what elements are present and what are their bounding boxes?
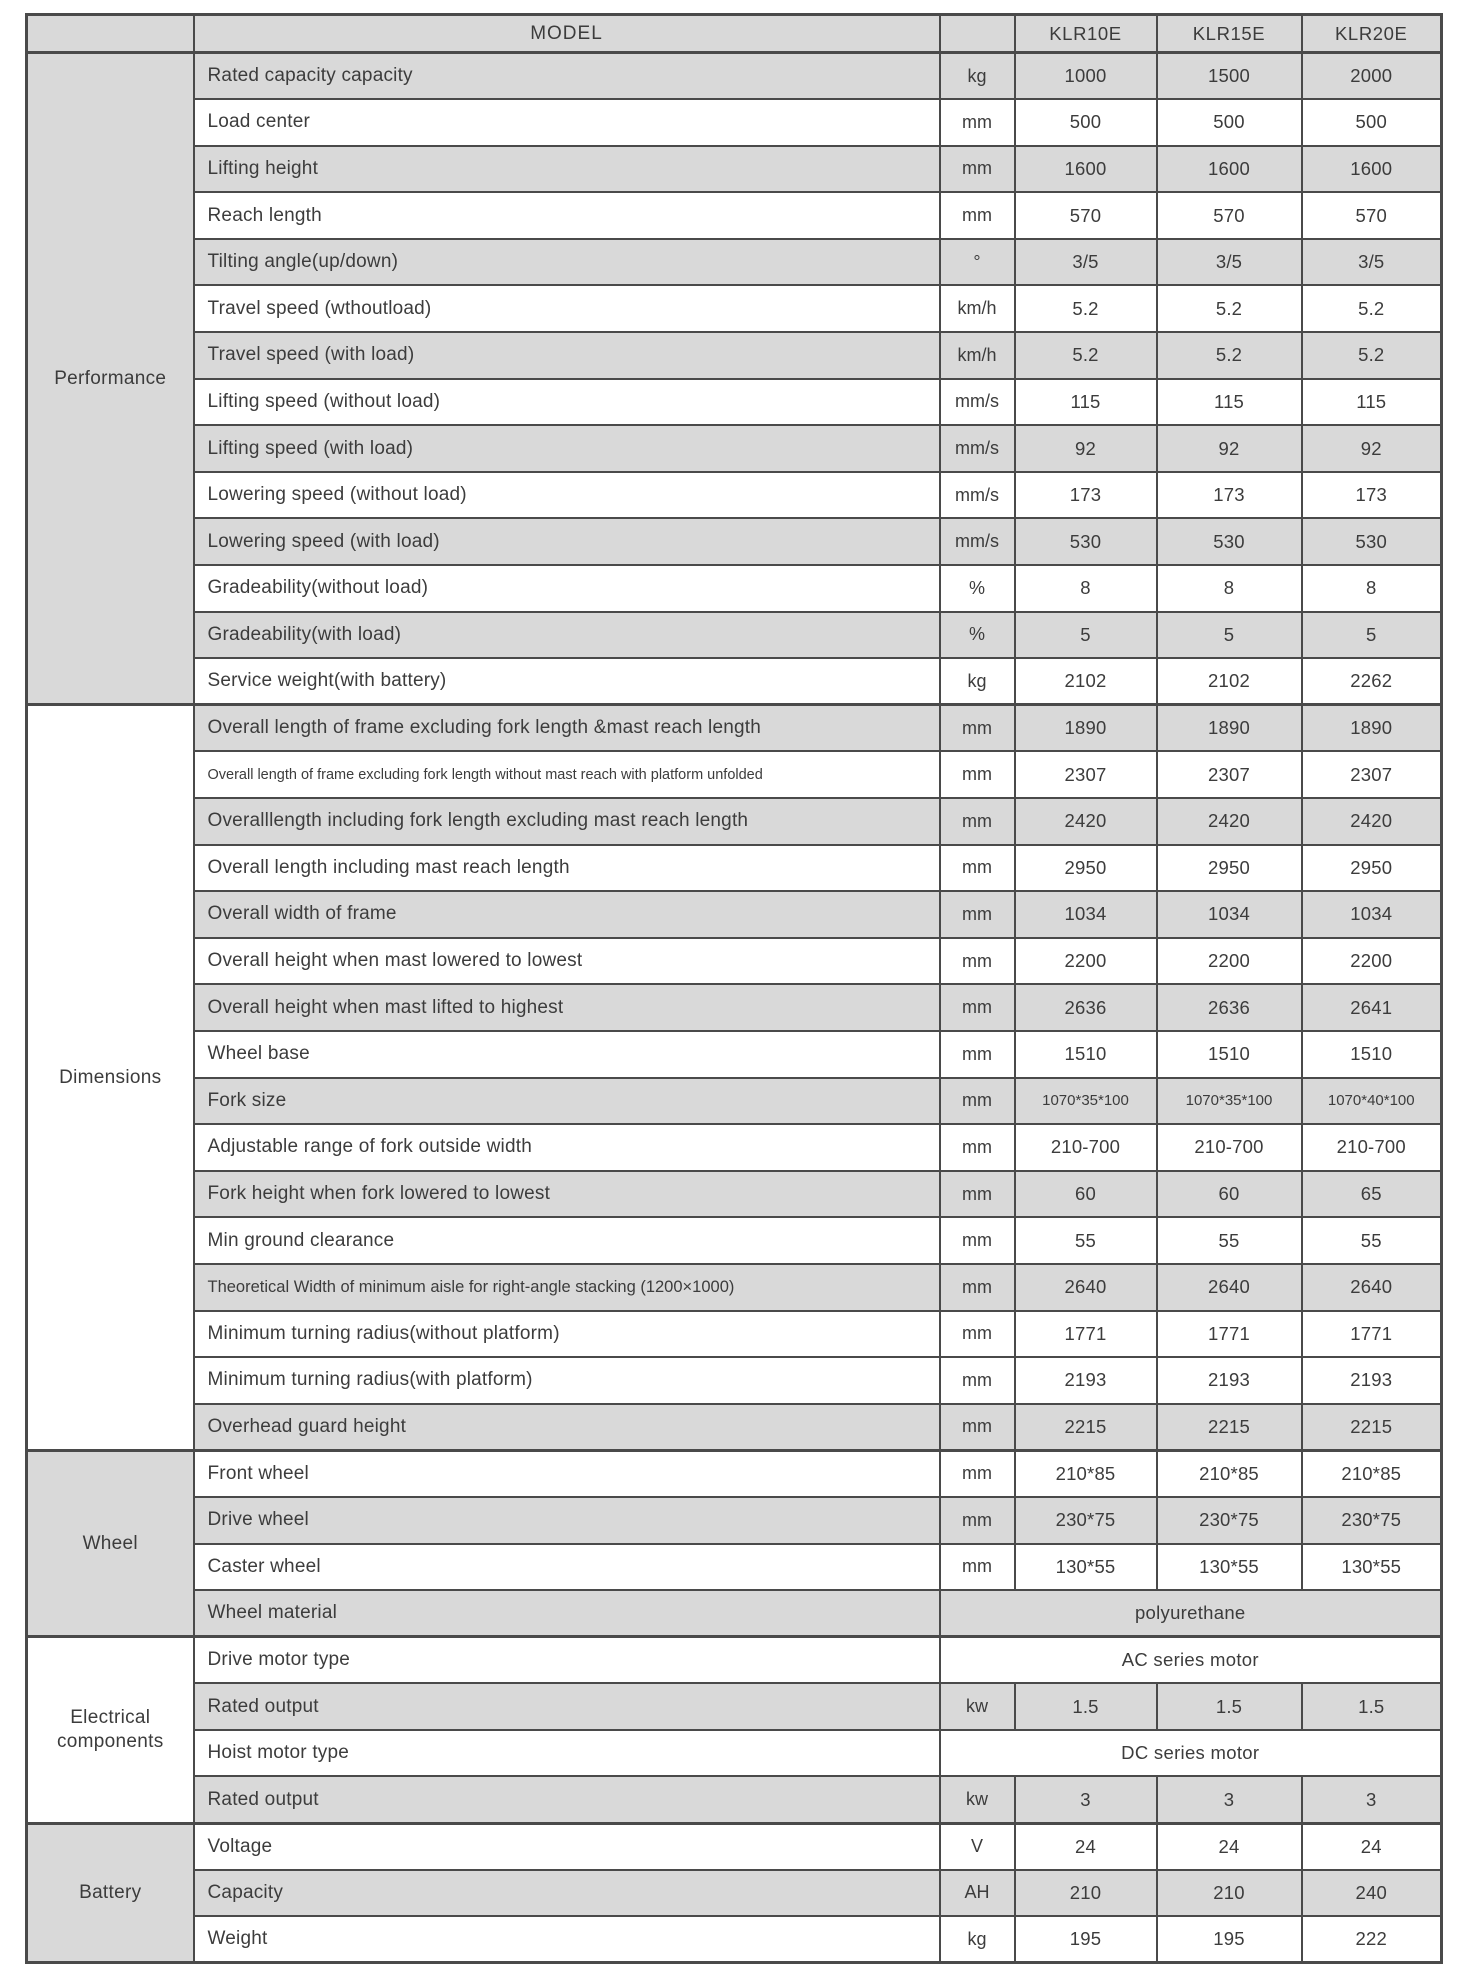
spec-row [27, 1637, 1442, 1684]
spec-row [27, 1823, 1442, 1870]
value-cell-klr20e: 222 [1302, 1916, 1442, 1963]
unit-cell: km/h [940, 285, 1015, 332]
spec-label-wheel-base: Wheel base [194, 1031, 940, 1078]
value-cell-klr20e: 1600 [1302, 146, 1442, 193]
spec-row [27, 146, 1442, 193]
value-cell-klr10e: 173 [1015, 472, 1157, 519]
spec-row [27, 425, 1442, 472]
spec-row [27, 518, 1442, 565]
value-cell-klr20e: 2262 [1302, 658, 1442, 705]
spec-row [27, 99, 1442, 146]
value-cell-klr20e: 2950 [1302, 845, 1442, 892]
value-cell-klr15e: 2950 [1157, 845, 1302, 892]
spec-row [27, 332, 1442, 379]
value-cell-klr10e: 2636 [1015, 984, 1157, 1031]
value-cell-klr15e: 570 [1157, 192, 1302, 239]
unit-cell: mm [940, 798, 1015, 845]
value-cell-klr15e: 24 [1157, 1823, 1302, 1870]
value-cell-klr15e: 1500 [1157, 53, 1302, 100]
value-cell-klr20e: 2307 [1302, 751, 1442, 798]
spec-row [27, 938, 1442, 985]
value-cell-klr10e: 1510 [1015, 1031, 1157, 1078]
spec-label-voltage: Voltage [194, 1823, 940, 1870]
unit-cell: mm [940, 146, 1015, 193]
value-cell-klr10e: 195 [1015, 1916, 1157, 1963]
value-cell-klr20e: 65 [1302, 1171, 1442, 1218]
value-cell-klr20e: 3/5 [1302, 239, 1442, 286]
value-cell-klr10e: 570 [1015, 192, 1157, 239]
value-cell-klr15e: 5 [1157, 612, 1302, 659]
spec-label-theoretical-width-of-minimum-aisle-for-r: Theoretical Width of minimum aisle for right-angle stacking (1200×1000) [194, 1264, 940, 1311]
value-cell-klr10e: 2102 [1015, 658, 1157, 705]
value-cell-klr10e: 1034 [1015, 891, 1157, 938]
spec-label-weight: Weight [194, 1916, 940, 1963]
value-cell-klr20e: 2640 [1302, 1264, 1442, 1311]
value-cell-klr10e: 24 [1015, 1823, 1157, 1870]
spec-label-fork-height-when-fork-lowered-to-lowest: Fork height when fork lowered to lowest [194, 1171, 940, 1218]
unit-cell: mm [940, 1357, 1015, 1404]
value-cell-klr15e: 1.5 [1157, 1683, 1302, 1730]
spec-label-overall-length-of-frame-excluding-fork-l: Overall length of frame excluding fork length &mast reach length [194, 705, 940, 752]
value-cell-klr15e: 115 [1157, 379, 1302, 426]
spec-row [27, 192, 1442, 239]
spec-row [27, 1450, 1442, 1497]
spec-label-lowering-speed-without-load: Lowering speed (without load) [194, 472, 940, 519]
value-cell-klr20e: 115 [1302, 379, 1442, 426]
value-cell-klr15e: 195 [1157, 1916, 1302, 1963]
value-cell-klr10e: 60 [1015, 1171, 1157, 1218]
spec-label-drive-motor-type: Drive motor type [194, 1637, 940, 1684]
value-cell-klr15e: 173 [1157, 472, 1302, 519]
value-cell-klr10e: 2215 [1015, 1404, 1157, 1451]
spec-label-adjustable-range-of-fork-outside-width: Adjustable range of fork outside width [194, 1124, 940, 1171]
spec-row [27, 1404, 1442, 1451]
value-cell-klr20e: 2420 [1302, 798, 1442, 845]
spec-row [27, 239, 1442, 286]
value-cell-klr10e: 115 [1015, 379, 1157, 426]
spec-row [27, 1683, 1442, 1730]
unit-cell: mm [940, 192, 1015, 239]
value-cell-klr15e: 2193 [1157, 1357, 1302, 1404]
value-cell-klr10e: 3 [1015, 1776, 1157, 1823]
value-cell-klr20e: 1771 [1302, 1311, 1442, 1358]
unit-cell: kg [940, 53, 1015, 100]
value-cell-klr10e: 210*85 [1015, 1450, 1157, 1497]
section-label-electrical-components: Electrical components [27, 1637, 194, 1823]
spec-label-overall-width-of-frame: Overall width of frame [194, 891, 940, 938]
model-header-label: MODEL [194, 15, 940, 53]
value-cell-klr15e: 2307 [1157, 751, 1302, 798]
value-cell-klr15e: 1510 [1157, 1031, 1302, 1078]
header-row [27, 15, 1442, 53]
spec-sheet-page [25, 13, 1440, 1964]
unit-cell: % [940, 565, 1015, 612]
spec-label-overall-length-including-mast-reach-leng: Overall length including mast reach length [194, 845, 940, 892]
value-cell-klr20e: 2641 [1302, 984, 1442, 1031]
value-cell-klr10e: 1000 [1015, 53, 1157, 100]
value-cell-klr10e: 210 [1015, 1870, 1157, 1917]
spec-label-lifting-height: Lifting height [194, 146, 940, 193]
value-cell-klr15e: 5.2 [1157, 285, 1302, 332]
value-cell-klr20e: 5 [1302, 612, 1442, 659]
spec-label-load-center: Load center [194, 99, 940, 146]
value-cell-klr10e: 1070*35*100 [1015, 1078, 1157, 1125]
unit-cell: mm/s [940, 472, 1015, 519]
spec-row [27, 1776, 1442, 1823]
spec-label-gradeability-with-load: Gradeability(with load) [194, 612, 940, 659]
value-cell-klr20e: 2200 [1302, 938, 1442, 985]
value-cell-klr20e: 230*75 [1302, 1497, 1442, 1544]
unit-cell: mm [940, 1078, 1015, 1125]
model-column-header-1: KLR10E [1015, 15, 1157, 53]
value-cell-klr10e: 8 [1015, 565, 1157, 612]
value-cell-klr15e: 2636 [1157, 984, 1302, 1031]
spec-row [27, 1870, 1442, 1917]
value-cell-klr20e: 500 [1302, 99, 1442, 146]
unit-cell: mm/s [940, 425, 1015, 472]
value-cell-klr15e: 1600 [1157, 146, 1302, 193]
unit-cell: % [940, 612, 1015, 659]
spec-label-overalllength-including-fork-length-excl: Overalllength including fork length excluding mast reach length [194, 798, 940, 845]
spec-label-rated-capacity-capacity: Rated capacity capacity [194, 53, 940, 100]
value-cell-klr15e: 210 [1157, 1870, 1302, 1917]
value-cell-klr20e: 55 [1302, 1217, 1442, 1264]
value-cell-klr10e: 1600 [1015, 146, 1157, 193]
value-cell-klr10e: 2200 [1015, 938, 1157, 985]
value-cell-klr10e: 1890 [1015, 705, 1157, 752]
value-cell-klr20e: 5.2 [1302, 285, 1442, 332]
value-cell-klr10e: 3/5 [1015, 239, 1157, 286]
unit-cell: V [940, 1823, 1015, 1870]
unit-cell: mm [940, 1311, 1015, 1358]
merged-value-cell: DC series motor [940, 1730, 1442, 1777]
value-cell-klr15e: 1890 [1157, 705, 1302, 752]
spec-label-tilting-angle-up-down: Tilting angle(up/down) [194, 239, 940, 286]
unit-cell: kg [940, 658, 1015, 705]
value-cell-klr15e: 5.2 [1157, 332, 1302, 379]
model-column-header-3: KLR20E [1302, 15, 1442, 53]
value-cell-klr20e: 570 [1302, 192, 1442, 239]
spec-row [27, 1171, 1442, 1218]
spec-label-minimum-turning-radius-without-platform: Minimum turning radius(without platform) [194, 1311, 940, 1358]
unit-cell: mm [940, 705, 1015, 752]
spec-label-hoist-motor-type: Hoist motor type [194, 1730, 940, 1777]
spec-label-service-weight-with-battery: Service weight(with battery) [194, 658, 940, 705]
value-cell-klr15e: 500 [1157, 99, 1302, 146]
spec-row [27, 1078, 1442, 1125]
spec-row [27, 472, 1442, 519]
value-cell-klr20e: 2000 [1302, 53, 1442, 100]
header-unit-cell [940, 15, 1015, 53]
value-cell-klr10e: 5.2 [1015, 285, 1157, 332]
value-cell-klr20e: 92 [1302, 425, 1442, 472]
spec-label-rated-output: Rated output [194, 1683, 940, 1730]
value-cell-klr15e: 2420 [1157, 798, 1302, 845]
section-label-battery: Battery [27, 1823, 194, 1963]
spec-label-gradeability-without-load: Gradeability(without load) [194, 565, 940, 612]
spec-label-capacity: Capacity [194, 1870, 940, 1917]
value-cell-klr20e: 1070*40*100 [1302, 1078, 1442, 1125]
unit-cell: mm [940, 99, 1015, 146]
spec-row [27, 798, 1442, 845]
value-cell-klr15e: 2640 [1157, 1264, 1302, 1311]
merged-value-cell: polyurethane [940, 1590, 1442, 1637]
unit-cell: mm/s [940, 379, 1015, 426]
spec-label-fork-size: Fork size [194, 1078, 940, 1125]
spec-row [27, 1264, 1442, 1311]
value-cell-klr15e: 2200 [1157, 938, 1302, 985]
unit-cell: mm [940, 751, 1015, 798]
spec-row [27, 379, 1442, 426]
spec-label-overhead-guard-height: Overhead guard height [194, 1404, 940, 1451]
value-cell-klr10e: 2640 [1015, 1264, 1157, 1311]
value-cell-klr20e: 2215 [1302, 1404, 1442, 1451]
spec-row [27, 1916, 1442, 1963]
spec-label-rated-output: Rated output [194, 1776, 940, 1823]
value-cell-klr20e: 210-700 [1302, 1124, 1442, 1171]
value-cell-klr15e: 2215 [1157, 1404, 1302, 1451]
value-cell-klr10e: 230*75 [1015, 1497, 1157, 1544]
value-cell-klr15e: 55 [1157, 1217, 1302, 1264]
unit-cell: mm [940, 1171, 1015, 1218]
value-cell-klr15e: 1070*35*100 [1157, 1078, 1302, 1125]
value-cell-klr10e: 530 [1015, 518, 1157, 565]
value-cell-klr15e: 230*75 [1157, 1497, 1302, 1544]
spec-row [27, 1124, 1442, 1171]
value-cell-klr15e: 210*85 [1157, 1450, 1302, 1497]
value-cell-klr20e: 130*55 [1302, 1544, 1442, 1591]
value-cell-klr10e: 2950 [1015, 845, 1157, 892]
value-cell-klr20e: 173 [1302, 472, 1442, 519]
value-cell-klr20e: 3 [1302, 1776, 1442, 1823]
value-cell-klr20e: 2193 [1302, 1357, 1442, 1404]
spec-label-drive-wheel: Drive wheel [194, 1497, 940, 1544]
spec-table [25, 13, 1443, 1964]
spec-row [27, 1497, 1442, 1544]
spec-row [27, 565, 1442, 612]
value-cell-klr10e: 5 [1015, 612, 1157, 659]
spec-row [27, 751, 1442, 798]
value-cell-klr20e: 210*85 [1302, 1450, 1442, 1497]
spec-label-min-ground-clearance: Min ground clearance [194, 1217, 940, 1264]
spec-label-overall-height-when-mast-lowered-to-lowe: Overall height when mast lowered to lowest [194, 938, 940, 985]
value-cell-klr10e: 1.5 [1015, 1683, 1157, 1730]
spec-row [27, 658, 1442, 705]
spec-row [27, 53, 1442, 100]
unit-cell: mm/s [940, 518, 1015, 565]
spec-label-overall-height-when-mast-lifted-to-highe: Overall height when mast lifted to highest [194, 984, 940, 1031]
unit-cell: km/h [940, 332, 1015, 379]
value-cell-klr10e: 55 [1015, 1217, 1157, 1264]
spec-label-wheel-material: Wheel material [194, 1590, 940, 1637]
spec-row [27, 612, 1442, 659]
spec-row [27, 1590, 1442, 1637]
spec-row [27, 705, 1442, 752]
value-cell-klr20e: 240 [1302, 1870, 1442, 1917]
value-cell-klr20e: 530 [1302, 518, 1442, 565]
spec-row [27, 891, 1442, 938]
spec-label-front-wheel: Front wheel [194, 1450, 940, 1497]
unit-cell: mm [940, 845, 1015, 892]
unit-cell: kw [940, 1683, 1015, 1730]
section-label-dimensions: Dimensions [27, 705, 194, 1451]
spec-row [27, 1031, 1442, 1078]
value-cell-klr10e: 2420 [1015, 798, 1157, 845]
spec-row [27, 984, 1442, 1031]
value-cell-klr15e: 530 [1157, 518, 1302, 565]
unit-cell: mm [940, 1264, 1015, 1311]
value-cell-klr20e: 24 [1302, 1823, 1442, 1870]
spec-label-reach-length: Reach length [194, 192, 940, 239]
value-cell-klr15e: 3/5 [1157, 239, 1302, 286]
model-column-header-2: KLR15E [1157, 15, 1302, 53]
spec-label-lifting-speed-without-load: Lifting speed (without load) [194, 379, 940, 426]
spec-row [27, 1544, 1442, 1591]
unit-cell: AH [940, 1870, 1015, 1917]
value-cell-klr20e: 1510 [1302, 1031, 1442, 1078]
value-cell-klr20e: 5.2 [1302, 332, 1442, 379]
unit-cell: kg [940, 1916, 1015, 1963]
spec-row [27, 1217, 1442, 1264]
unit-cell: mm [940, 984, 1015, 1031]
unit-cell: mm [940, 1217, 1015, 1264]
unit-cell: mm [940, 1124, 1015, 1171]
spec-label-lifting-speed-with-load: Lifting speed (with load) [194, 425, 940, 472]
value-cell-klr15e: 130*55 [1157, 1544, 1302, 1591]
unit-cell: kw [940, 1776, 1015, 1823]
unit-cell: mm [940, 1544, 1015, 1591]
spec-row [27, 1730, 1442, 1777]
value-cell-klr10e: 5.2 [1015, 332, 1157, 379]
spec-label-travel-speed-with-load: Travel speed (with load) [194, 332, 940, 379]
value-cell-klr10e: 1771 [1015, 1311, 1157, 1358]
unit-cell: mm [940, 1450, 1015, 1497]
value-cell-klr20e: 1890 [1302, 705, 1442, 752]
spec-label-minimum-turning-radius-with-platform: Minimum turning radius(with platform) [194, 1357, 940, 1404]
value-cell-klr10e: 92 [1015, 425, 1157, 472]
value-cell-klr20e: 1034 [1302, 891, 1442, 938]
value-cell-klr15e: 1771 [1157, 1311, 1302, 1358]
unit-cell: mm [940, 1031, 1015, 1078]
spec-row [27, 1357, 1442, 1404]
section-label-wheel: Wheel [27, 1450, 194, 1636]
unit-cell: ° [940, 239, 1015, 286]
value-cell-klr15e: 8 [1157, 565, 1302, 612]
value-cell-klr20e: 8 [1302, 565, 1442, 612]
section-label-performance: Performance [27, 53, 194, 705]
value-cell-klr20e: 1.5 [1302, 1683, 1442, 1730]
unit-cell: mm [940, 1497, 1015, 1544]
value-cell-klr10e: 2307 [1015, 751, 1157, 798]
value-cell-klr10e: 500 [1015, 99, 1157, 146]
value-cell-klr15e: 60 [1157, 1171, 1302, 1218]
spec-row [27, 845, 1442, 892]
unit-cell: mm [940, 938, 1015, 985]
value-cell-klr15e: 3 [1157, 1776, 1302, 1823]
unit-cell: mm [940, 1404, 1015, 1451]
header-stub-cell [27, 15, 194, 53]
spec-row [27, 1311, 1442, 1358]
merged-value-cell: AC series motor [940, 1637, 1442, 1684]
value-cell-klr15e: 1034 [1157, 891, 1302, 938]
spec-label-overall-length-of-frame-excluding-fork-l: Overall length of frame excluding fork length without mast reach with platform unfolded [194, 751, 940, 798]
spec-label-travel-speed-wthoutload: Travel speed (wthoutload) [194, 285, 940, 332]
value-cell-klr10e: 210-700 [1015, 1124, 1157, 1171]
value-cell-klr10e: 130*55 [1015, 1544, 1157, 1591]
value-cell-klr15e: 210-700 [1157, 1124, 1302, 1171]
spec-row [27, 285, 1442, 332]
value-cell-klr10e: 2193 [1015, 1357, 1157, 1404]
unit-cell: mm [940, 891, 1015, 938]
spec-label-lowering-speed-with-load: Lowering speed (with load) [194, 518, 940, 565]
value-cell-klr15e: 92 [1157, 425, 1302, 472]
value-cell-klr15e: 2102 [1157, 658, 1302, 705]
spec-label-caster-wheel: Caster wheel [194, 1544, 940, 1591]
